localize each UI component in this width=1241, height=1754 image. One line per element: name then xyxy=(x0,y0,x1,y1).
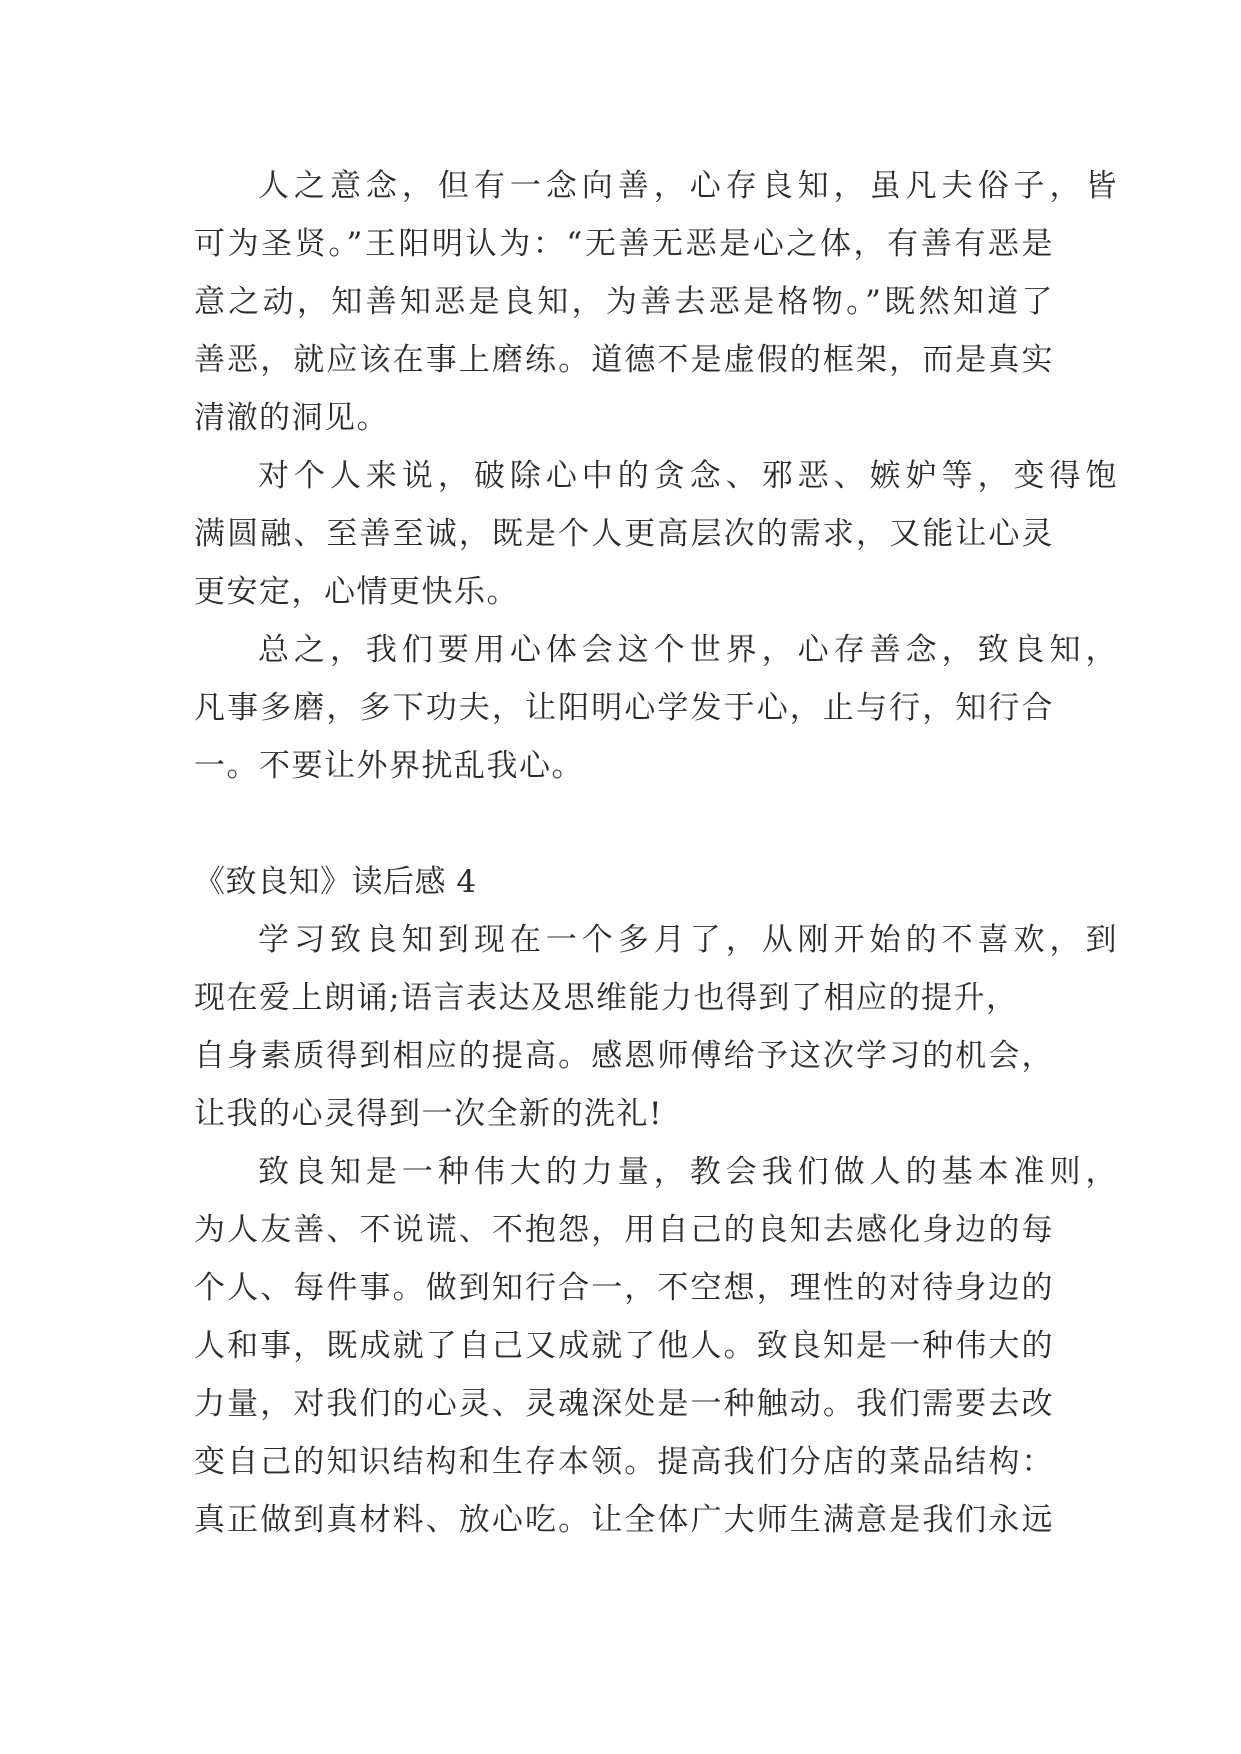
paragraph-5-line-1: 致良知是一种伟大的力量，教会我们做人的基本准则， xyxy=(258,1154,1118,1190)
paragraph-5-line-4: 人和事，既成就了自己又成就了他人。致良知是一种伟大的 xyxy=(194,1328,1054,1364)
paragraph-5-line-7: 真正做到真材料、放心吃。让全体广大师生满意是我们永远 xyxy=(194,1502,1054,1538)
paragraph-1-line-1: 人之意念，但有一念向善，心存良知，虽凡夫俗子，皆 xyxy=(258,168,1118,204)
paragraph-3-line-1: 总之，我们要用心体会这个世界，心存善念，致良知， xyxy=(258,632,1118,668)
section-heading: 《致良知》读后感 4 xyxy=(194,864,477,900)
paragraph-5-line-6: 变自己的知识结构和生存本领。提高我们分店的菜品结构： xyxy=(194,1444,1054,1480)
paragraph-5-line-2: 为人友善、不说谎、不抱怨，用自己的良知去感化身边的每 xyxy=(194,1212,1054,1248)
paragraph-4-line-4: 让我的心灵得到一次全新的洗礼! xyxy=(194,1096,663,1132)
paragraph-4-line-1: 学习致良知到现在一个多月了，从刚开始的不喜欢，到 xyxy=(258,922,1118,958)
paragraph-3-line-3: 一。不要让外界扰乱我心。 xyxy=(194,748,584,784)
paragraph-1-line-4: 善恶，就应该在事上磨练。道德不是虚假的框架，而是真实 xyxy=(194,342,1054,378)
paragraph-5-line-5: 力量，对我们的心灵、灵魂深处是一种触动。我们需要去改 xyxy=(194,1386,1054,1422)
paragraph-5-line-3: 个人、每件事。做到知行合一，不空想，理性的对待身边的 xyxy=(194,1270,1054,1306)
paragraph-1-line-3: 意之动，知善知恶是良知，为善去恶是格物。”既然知道了 xyxy=(194,284,1054,320)
paragraph-1-line-5: 清澈的洞见。 xyxy=(194,400,389,436)
paragraph-2-line-2: 满圆融、至善至诚，既是个人更高层次的需求，又能让心灵 xyxy=(194,516,1054,552)
paragraph-4-line-3: 自身素质得到相应的提高。感恩师傅给予这次学习的机会， xyxy=(194,1038,1054,1074)
paragraph-2-line-3: 更安定，心情更快乐。 xyxy=(194,574,519,610)
paragraph-4-line-2: 现在爱上朗诵;语言表达及思维能力也得到了相应的提升， xyxy=(194,980,1019,1016)
paragraph-2-line-1: 对个人来说，破除心中的贪念、邪恶、嫉妒等，变得饱 xyxy=(258,458,1118,494)
paragraph-1-line-2: 可为圣贤。”王阳明认为：“无善无恶是心之体，有善有恶是 xyxy=(194,226,1054,262)
paragraph-3-line-2: 凡事多磨，多下功夫，让阳明心学发于心，止与行，知行合 xyxy=(194,690,1054,726)
